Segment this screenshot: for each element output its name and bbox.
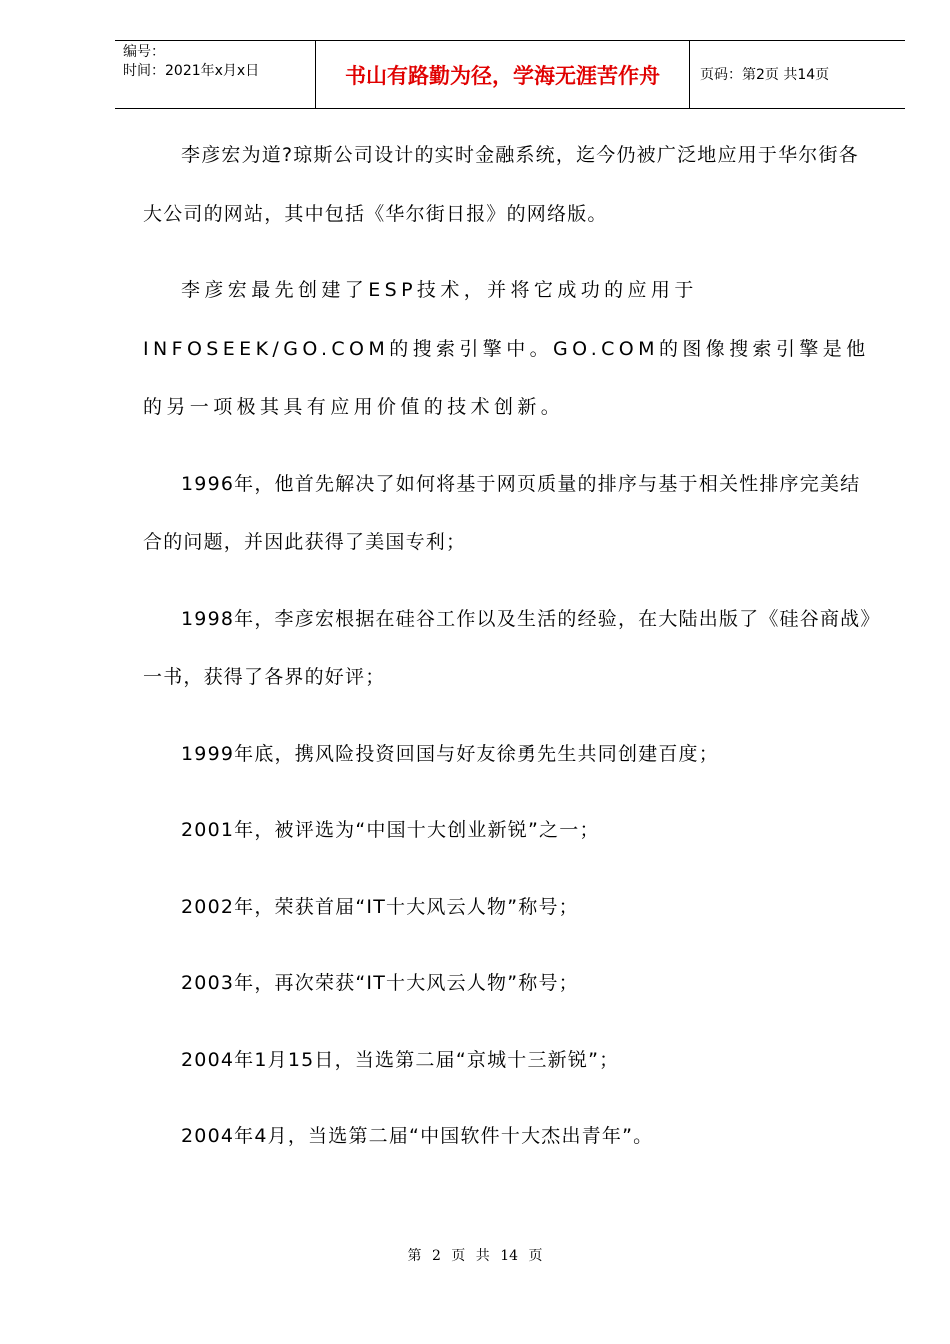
paragraph: 2003年，再次荣获“IT十大风云人物”称号； — [181, 972, 579, 994]
document-body — [143, 126, 878, 1184]
paragraph: 1999年底，携风险投资回国与好友徐勇先生共同创建百度； — [181, 742, 719, 765]
page-header — [115, 40, 905, 109]
paragraph: 1998年，李彦宏根据在硅谷工作以及生活的经验，在大陆出版了《硅谷商战》一书，获得了各界的好评； — [143, 607, 872, 688]
paragraph: 2001年，被评选为“中国十大创业新锐”之一； — [181, 819, 600, 841]
serial-number-label: 编号： — [123, 44, 165, 60]
date-label: 时间：2021年x月x日 — [123, 63, 260, 79]
paragraph: 李彦宏最先创建了ESP技术，并将它成功的应用于INFOSEEK/GO.COM的搜索引擎中。GO.COM的图像搜索引擎是他的另一项极其具有应用价值的技术创新。 — [143, 279, 870, 418]
header-motto-cell — [316, 41, 690, 108]
paragraph: 李彦宏为道?琼斯公司设计的实时金融系统，迄今仍被广泛地应用于华尔街各大公司的网站，其中包括《华尔街日报》的网络版。 — [143, 144, 859, 225]
paragraph: 2004年1月15日，当选第二届“京城十三新锐”； — [181, 1048, 620, 1071]
paragraph: 2004年4月，当选第二届“中国软件十大杰出青年”。 — [181, 1125, 654, 1147]
motto-text: 书山有路勤为径，学海无涯苦作舟 — [345, 63, 660, 88]
header-page-cell — [690, 41, 905, 108]
page-footer-number: 第 2 页 共 14 页 — [407, 1248, 543, 1264]
page-count-label: 页码：第2页 共14页 — [700, 67, 830, 83]
header-meta-cell — [115, 41, 316, 108]
paragraph: 1996年，他首先解决了如何将基于网页质量的排序与基于相关性排序完美结合的问题，并因此获得了美国专利； — [143, 472, 861, 553]
paragraph: 2002年，荣获首届“IT十大风云人物”称号； — [181, 895, 579, 918]
